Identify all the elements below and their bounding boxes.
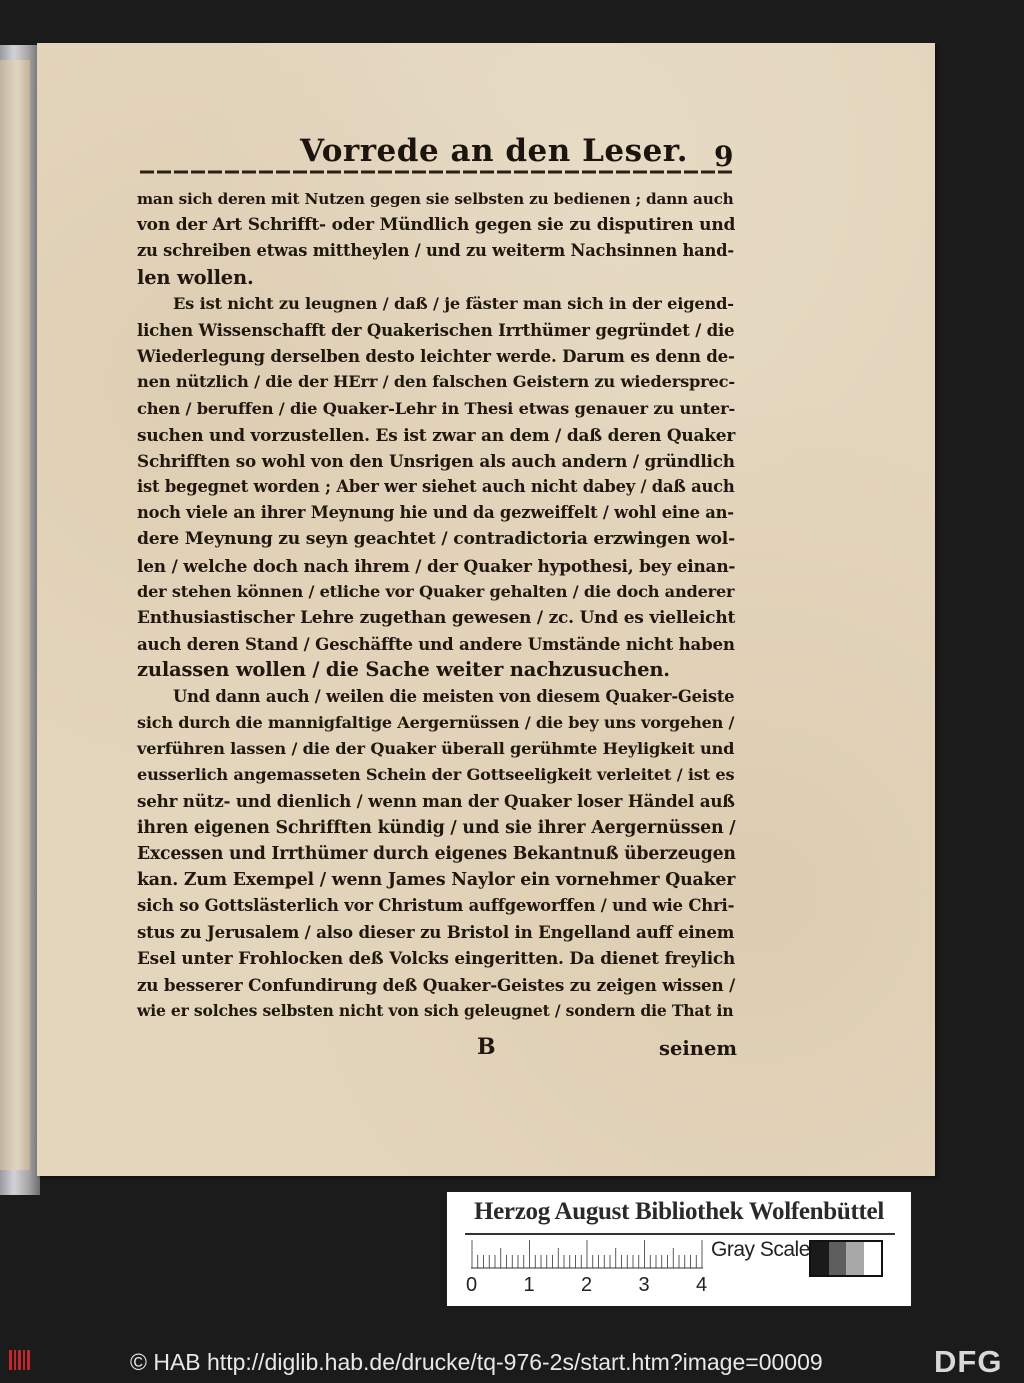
text-line: stus zu Jerusalem / also dieser zu Bristol in Engelland auff einem: [137, 922, 735, 943]
text-line: zu schreiben etwas mittheylen / und zu weiterm Nachsinnen hand-: [137, 241, 734, 261]
text-line: dere Meynung zu seyn geachtet / contradictoria erzwingen wol-: [137, 529, 735, 550]
text-line: der stehen können / etliche vor Quaker gehalten / die doch anderer: [137, 581, 735, 601]
gray-scale-swatch: [809, 1240, 883, 1277]
text-line: chen / beruffen / die Quaker-Lehr in Thesi etwas genauer zu unter-: [137, 398, 736, 418]
gray-swatch-cell: [864, 1242, 882, 1275]
page-number: 9: [714, 140, 734, 173]
text-line: auch deren Stand / Geschäffte und andere Umstände nicht haben: [137, 634, 735, 655]
card-divider: [465, 1233, 895, 1235]
page-footer-marks: [137, 1034, 737, 1062]
text-line: zulassen wollen / die Sache weiter nachzusuchen.: [137, 658, 670, 682]
ruler-label: 0: [466, 1274, 478, 1296]
catchword: seinem: [658, 1037, 737, 1060]
signature-mark: B: [477, 1034, 496, 1060]
ruler-label: 4: [696, 1274, 708, 1296]
gray-swatch-cell: [811, 1242, 829, 1275]
dfg-logo: DFG: [934, 1344, 1003, 1379]
text-line: Und dann auch / weilen die meisten von diesem Quaker-Geiste: [173, 686, 735, 706]
text-line: Wiederlegung derselben desto leichter werde. Darum es denn de-: [137, 346, 735, 367]
gray-swatch-cell: [846, 1242, 864, 1275]
running-head: Vorrede an den Leser.: [300, 133, 689, 169]
text-line: Excessen und Irrthümer durch eigenes Bekantnuß überzeugen: [137, 843, 736, 864]
ornamental-rule: [140, 168, 732, 176]
text-line: sich durch die mannigfaltige Aergernüssen / die bey uns vorgehen /: [137, 712, 735, 732]
text-line: sehr nütz- und dienlich / wenn man der Quaker loser Händel auß: [137, 791, 735, 812]
ruler-label: 3: [638, 1274, 650, 1296]
text-line: suchen und vorzustellen. Es ist zwar an dem / daß deren Quaker: [137, 424, 736, 445]
text-line: noch viele an ihrer Meynung hie und da gezweiffelt / wohl eine an-: [137, 503, 734, 523]
gray-swatch-cell: [829, 1242, 847, 1275]
text-line: Enthusiastischer Lehre zugethan gewesen / zc. Und es vielleicht: [137, 608, 736, 628]
ruler-label: 2: [581, 1274, 593, 1296]
copyright-url: © HAB http://diglib.hab.de/drucke/tq-976-2s/start.htm?image=00009: [130, 1349, 823, 1375]
hab-barcode-icon: [8, 1347, 34, 1373]
color-calibration-card: [447, 1192, 911, 1306]
text-line: lichen Wissenschafft der Quakerischen Irrthümer gegründet / die: [137, 319, 735, 340]
facing-page-edge: [0, 60, 30, 1170]
text-line: len / welche doch nach ihrem / der Quaker hypothesi, bey einan-: [137, 555, 736, 576]
text-line: von der Art Schrifft- oder Mündlich gegen sie zu disputiren und: [137, 215, 736, 236]
text-line: eusserlich angemasseten Schein der Gottseeligkeit verleitet / ist es: [137, 765, 735, 785]
text-line: verführen lassen / die der Quaker überall gerühmte Heyligkeit und: [137, 738, 735, 758]
text-line: Esel unter Frohlocken deß Volcks eingeritten. Da dienet freylich: [137, 948, 736, 969]
ruler-label: 1: [523, 1274, 535, 1296]
body-text: [137, 186, 737, 1024]
text-line: man sich deren mit Nutzen gegen sie selbsten zu bedienen ; dann auch: [137, 190, 734, 208]
text-line: len wollen.: [137, 265, 254, 289]
text-line: sich so Gottslästerlich vor Christum auffgeworffen / und wie Chri-: [137, 896, 735, 916]
text-line: ihren eigenen Schrifften kündig / und sie ihrer Aergernüssen /: [137, 817, 736, 838]
gray-scale-label: Gray Scale: [711, 1238, 810, 1261]
text-line: Schrifften so wohl von den Unsrigen als auch andern / gründlich: [137, 450, 735, 471]
text-line: wie er solches selbsten nicht von sich geleugnet / sondern die That in: [137, 1000, 734, 1020]
text-line: Es ist nicht zu leugnen / daß / je fäster man sich in der eigend-: [173, 293, 734, 313]
text-line: zu besserer Confundirung deß Quaker-Geistes zu zeigen wissen /: [137, 974, 736, 995]
measurement-ruler: [471, 1239, 703, 1269]
text-line: kan. Zum Exempel / wenn James Naylor ein vornehmer Quaker: [137, 869, 736, 890]
library-name: Herzog August Bibliothek Wolfenbüttel: [473, 1198, 884, 1225]
text-line: ist begegnet worden ; Aber wer siehet auch nicht dabey / daß auch: [137, 477, 735, 497]
text-line: nen nützlich / die der HErr / den falschen Geistern zu wiedersprec-: [137, 372, 735, 392]
